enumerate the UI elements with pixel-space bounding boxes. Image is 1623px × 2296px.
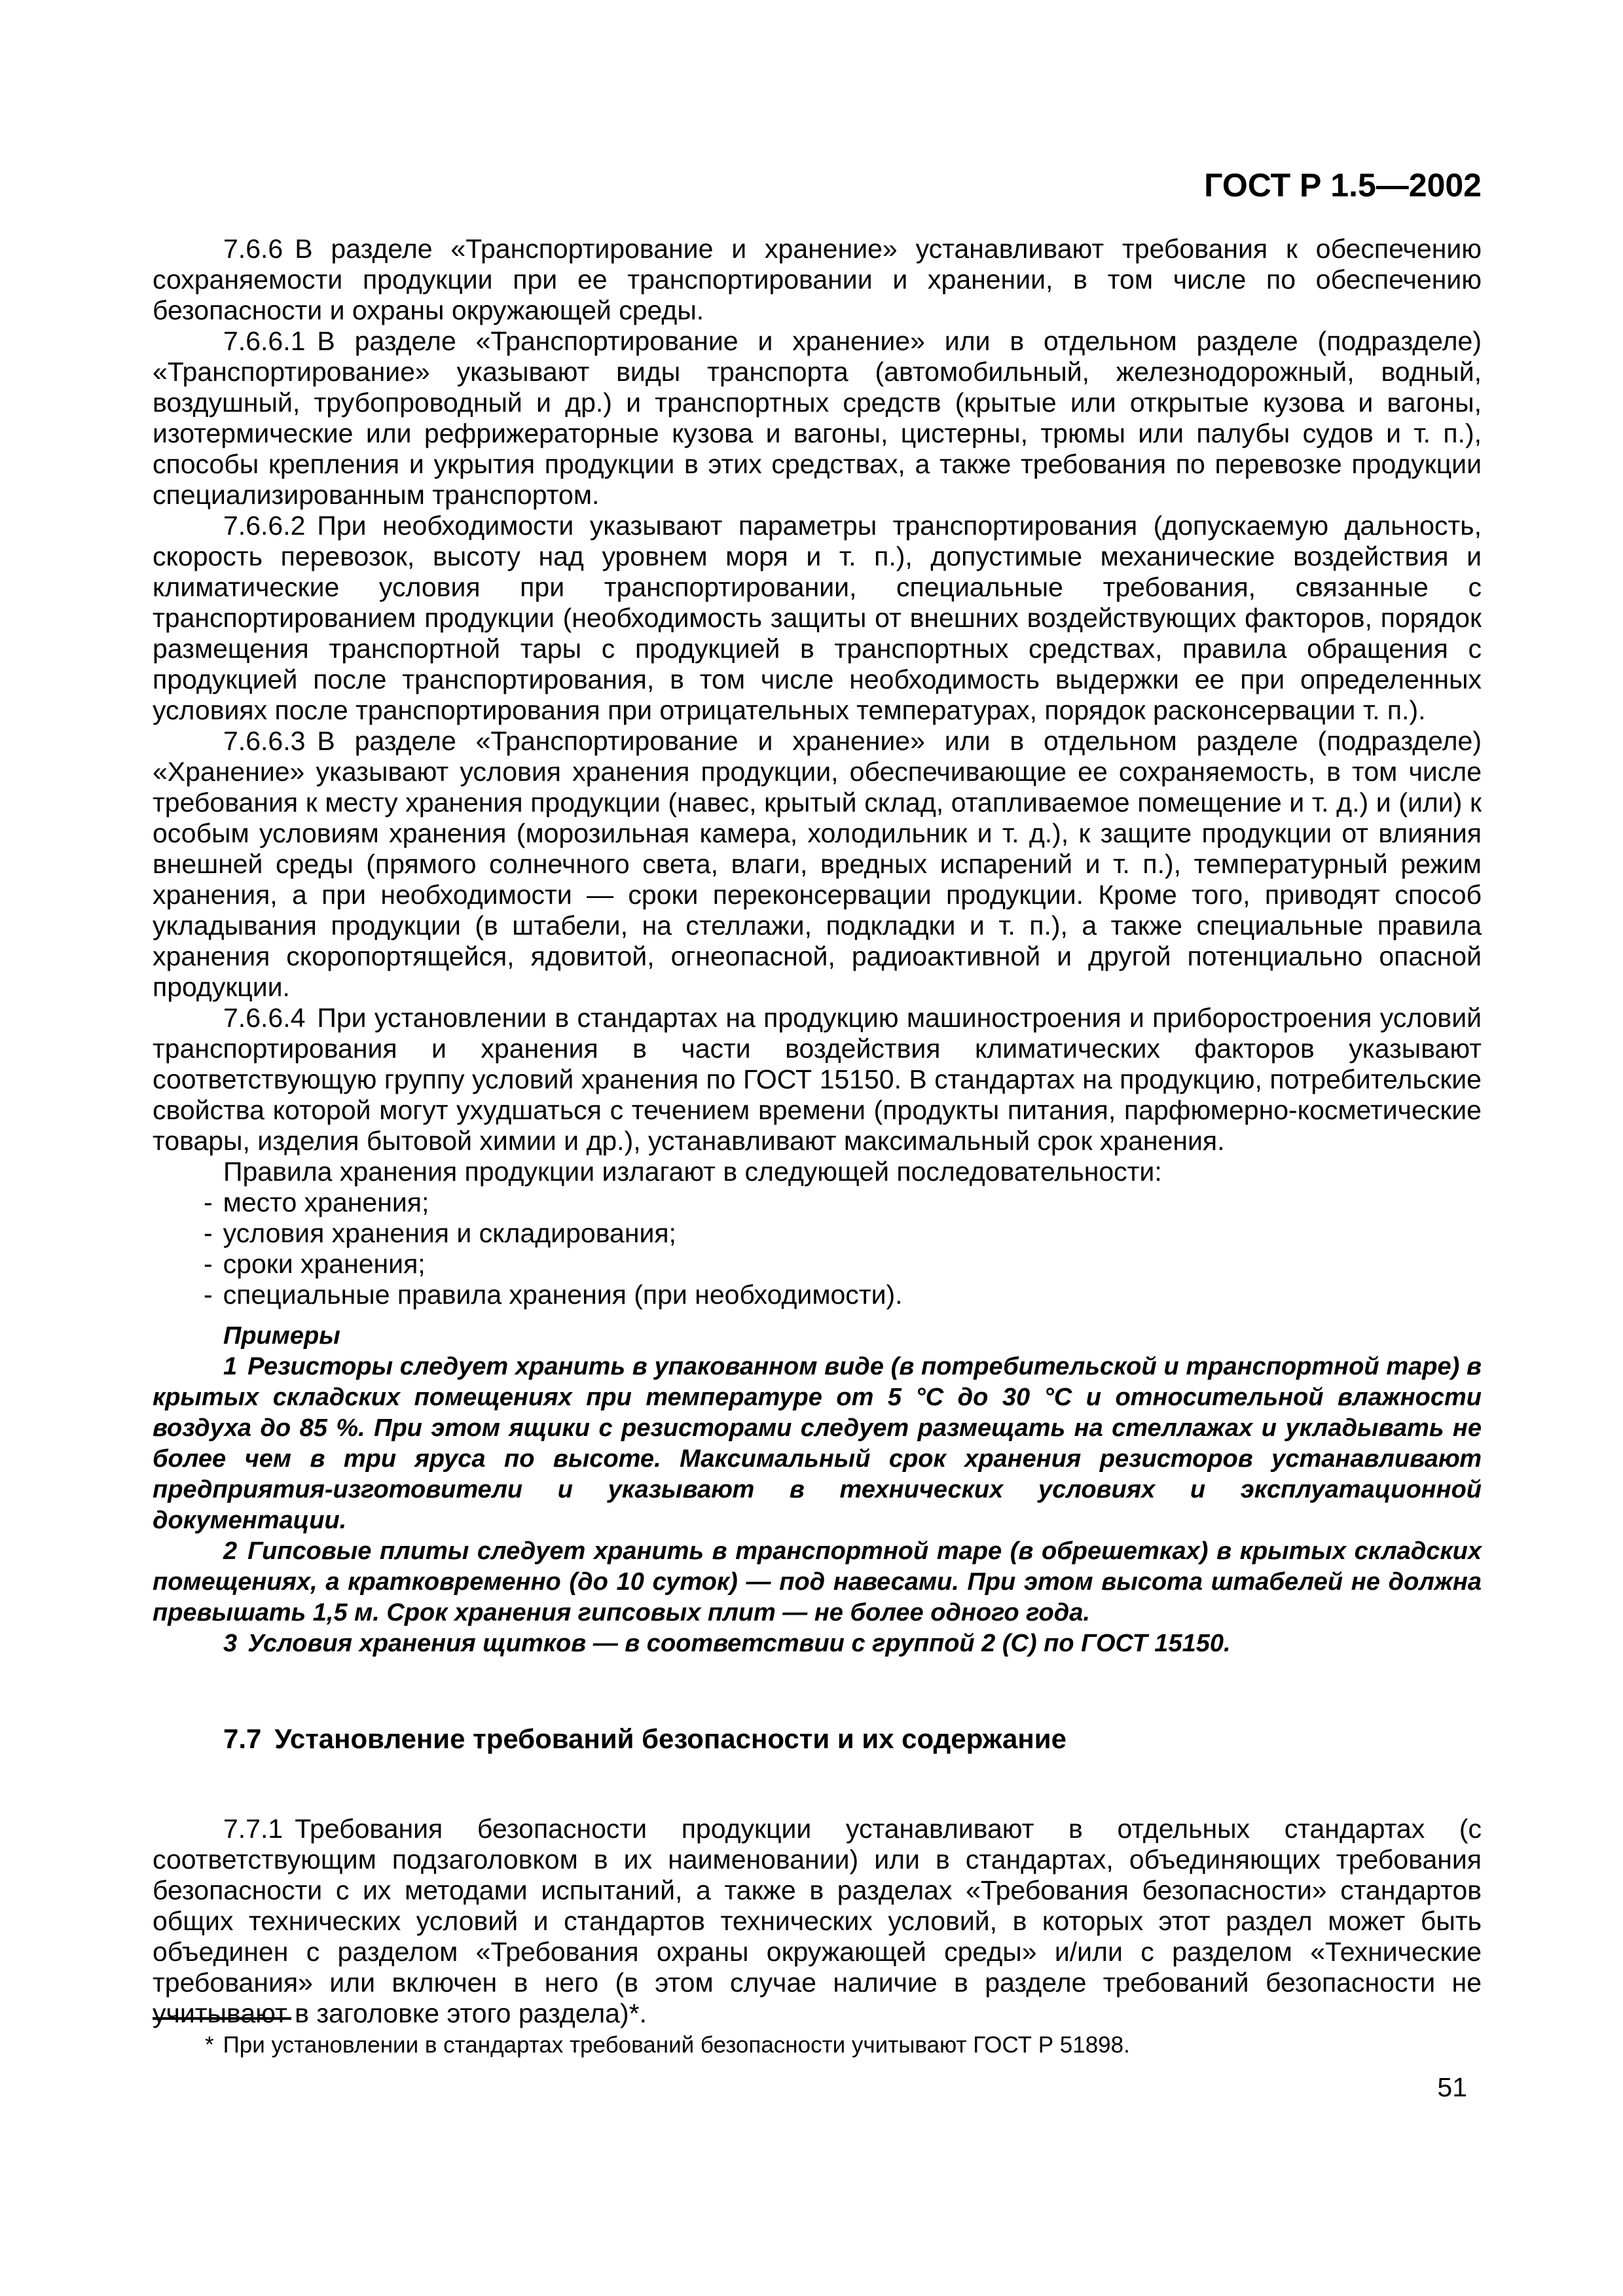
storage-rule-item	[153, 1249, 1482, 1280]
clause-number: 7.6.6.2	[223, 511, 306, 541]
example-text: Условия хранения щитков — в соответствии с группой 2 (С) по ГОСТ 15150.	[247, 1630, 1231, 1657]
page-content	[153, 167, 1482, 2029]
section-title: Установление требований безопасности и их содержание	[274, 1723, 1067, 1754]
clause-text: При установлении в стандартах на продукцию машиностроения и приборостроения условий транспортирования и хранения в части воздействия климатических факторов указывают соответствующую группу условий хранения по ГОСТ 15150. В стандартах на продукцию, потребительские свойства которой могут ухудшаться с течением времени (продукты питания, парфюмерно-косметические товары, изделия бытовой химии и др.), устанавливают максимальный срок хранения.	[153, 1003, 1482, 1156]
clause-text: В разделе «Транспортирование и хранение» или в отдельном разделе (подразделе) «Хранение» указывают условия хранения продукции, обеспечивающие ее сохраняемость, в том числе требования к месту хранения продукции (навес, крытый склад, отапливаемое помещение и т. д.) и (или) к особым условиям хранения (морозильная камера, холодильник и т. д.), к защите продукции от влияния внешней среды (прямого солнечного света, влаги, вредных испарений и т. п.), температурный режим хранения, а при необходимости — сроки переконсервации продукции. Кроме того, приводят способ укладывания продукции (в штабели, на стеллажи, подкладки и т. п.), а также специальные правила хранения скоропортящейся, ядовитой, огнеопасной, радиоактивной и другой потенциально опасной продукции.	[153, 726, 1482, 1002]
section-heading-7-7	[153, 1723, 1482, 1755]
footnote-block	[153, 2017, 1482, 2059]
clause-7-7-1	[153, 1814, 1482, 2029]
storage-rule-text: специальные правила хранения (при необходимости).	[223, 1280, 903, 1310]
clause-7-6-6-4	[153, 1003, 1482, 1157]
storage-rule-item	[153, 1218, 1482, 1249]
storage-rule-item	[153, 1280, 1482, 1310]
clause-7-6-6-1	[153, 326, 1482, 511]
example-number: 3	[223, 1630, 238, 1657]
clause-7-6-6-2	[153, 511, 1482, 726]
footnote-marker: *	[205, 2032, 214, 2058]
clause-7-6-6	[153, 234, 1482, 326]
footnote-divider	[153, 2017, 291, 2020]
clause-number: 7.6.6.3	[223, 726, 306, 756]
clause-number: 7.6.6.1	[223, 326, 306, 356]
examples-heading: Примеры	[223, 1322, 340, 1350]
example-2	[153, 1536, 1482, 1628]
storage-rule-item	[153, 1187, 1482, 1218]
footnote	[153, 2032, 1482, 2059]
clause-number: 7.6.6.4	[223, 1003, 306, 1033]
clause-text: При необходимости указывают параметры транспортирования (допускаемую дальность, скорость перевозок, высоту над уровнем моря и т. п.), допустимые механические воздействия и климатические условия при транспортировании, специальные требования, связанные с транспортированием продукции (необходимость защиты от внешних воздействующих факторов, порядок размещения транспортной тары с продукцией в транспортных средствах, правила обращения с продукцией после транспортирования, в том числе необходимость выдержки ее при определенных условиях после транспортирования при отрицательных температурах, порядок расконсервации т. п.).	[153, 511, 1482, 725]
hyphen-bullet: -	[204, 1280, 213, 1310]
storage-rule-text: сроки хранения;	[223, 1249, 426, 1279]
clause-text: В разделе «Транспортирование и хранение» или в отдельном разделе (подразделе) «Транспортирование» указывают виды транспорта (автомобильный, железнодорожный, водный, воздушный, трубопроводный и др.) и транспортных средств (крытые или открытые кузова и вагоны, изотермические или рефрижераторные кузова и вагоны, цистерны, трюмы или палубы судов и т. п.), способы крепления и укрытия продукции в этих средствах, а также требования по перевозке продукции специализированным транспортом.	[153, 326, 1482, 510]
hyphen-bullet: -	[204, 1187, 213, 1217]
clause-text: В разделе «Транспортирование и хранение» устанавливают требования к обеспечению сохраняемости продукции при ее транспортировании и хранении, в том числе по обеспечению безопасности и охраны окружающей среды.	[153, 234, 1482, 325]
hyphen-bullet: -	[204, 1218, 213, 1248]
running-header-standard-ref: ГОСТ Р 1.5—2002	[1204, 167, 1482, 204]
clause-number: 7.6.6	[223, 234, 283, 264]
clause-number: 7.7.1	[223, 1814, 283, 1844]
clause-7-6-6-3	[153, 726, 1482, 1003]
example-text: Резисторы следует хранить в упакованном виде (в потребительской и транспортной таре) в крытых складских помещениях при температуре от 5 °С до 30 °С и относительной влажности воздуха до 85 %. При этом ящики с резисторами следует размещать на стеллажах и укладывать не более чем в три яруса по высоте. Максимальный срок хранения резисторов устанавливают предприятия-изготовители и указывают в технических условиях и эксплуатационной документации.	[153, 1353, 1482, 1534]
footnote-text: При установлении в стандартах требований безопасности учитывают ГОСТ Р 51898.	[223, 2032, 1130, 2058]
page-number: 51	[1437, 2072, 1467, 2102]
example-3	[153, 1628, 1482, 1659]
storage-rule-text: место хранения;	[223, 1187, 429, 1217]
storage-rules-intro: Правила хранения продукции излагают в следующей последовательности:	[223, 1157, 1162, 1187]
clause-text: Требования безопасности продукции устанавливают в отдельных стандартах (с соответствующим подзаголовком в их наименовании) или в стандартах, объединяющих требования безопасности с их методами испытаний, а также в разделах «Требования безопасности» стандартов общих технических условий и стандартов технических условий, в которых этот раздел может быть объединен с разделом «Требования охраны окружающей среды» и/или с разделом «Технические требования» или включен в него (в этом случае наличие в разделе требований безопасности не учитывают в заголовке этого раздела)*.	[153, 1814, 1482, 2028]
example-text: Гипсовые плиты следует хранить в транспортной таре (в обрешетках) в крытых складских помещениях, а кратковременно (до 10 суток) — под навесами. При этом высота штабелей не должна превышать 1,5 м. Срок хранения гипсовых плит — не более одного года.	[153, 1537, 1482, 1626]
example-number: 1	[223, 1353, 238, 1380]
storage-rule-text: условия хранения и складирования;	[223, 1218, 676, 1248]
section-number: 7.7	[223, 1723, 262, 1754]
hyphen-bullet: -	[204, 1249, 213, 1279]
example-1	[153, 1352, 1482, 1536]
example-number: 2	[223, 1537, 238, 1565]
storage-rules-list	[153, 1187, 1482, 1310]
